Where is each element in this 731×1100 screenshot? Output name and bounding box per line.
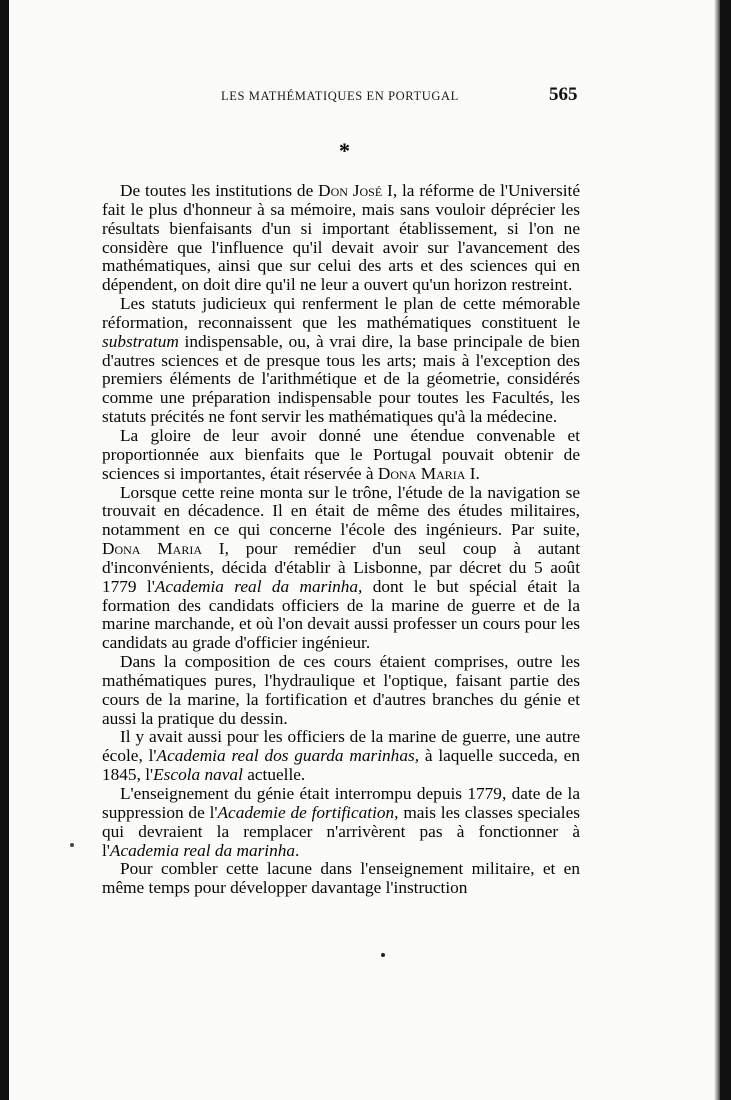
italic-run: substratum xyxy=(102,331,179,351)
page-header xyxy=(9,86,720,110)
text-run: indispensable, ou, à vrai dire, la base principale de bien d'autres sciences et de presque tous les arts; mais à l'exception des premiers éléments de l'arithmétique et de la géometrie, considérés comme une préparation indispensable pour toutes les Facultés, les statuts précités ne font servir les mathématiques qu'à la médecine. xyxy=(102,331,580,427)
section-asterisk: * xyxy=(339,138,350,163)
text-run: actuelle. xyxy=(242,765,306,785)
italic-run: Academia real da marinha xyxy=(109,840,296,860)
text-run: Lorsque cette reine monta sur le trône, l'étude de la navigation se trouvait en décadence. Il en était de même des études militaires, notamment en ce qui concerne l'école des ingénieurs. Par suite, xyxy=(102,482,580,540)
small-caps-run: Don José I xyxy=(318,181,393,200)
footer-dot xyxy=(381,953,385,957)
margin-mark xyxy=(70,843,74,847)
text-run: . xyxy=(295,840,300,860)
italic-run: Academia real da marinha, xyxy=(154,576,363,596)
paragraph xyxy=(102,427,580,484)
small-caps-run: Dona Maria I xyxy=(377,463,476,483)
text-run: L'enseignement du génie était interrompu depuis 1779, date de la suppression de l' xyxy=(102,784,580,822)
text-run: à laquelle succeda, en 1845, l' xyxy=(102,746,580,785)
book-page xyxy=(9,0,720,1100)
text-run: , pour remédier d'un seul coup à autant d'inconvénients, décida d'établir à Lisbonne, par décret du 5 août 1779 l' xyxy=(102,539,580,596)
paragraph xyxy=(102,484,580,654)
paragraph xyxy=(102,785,580,860)
italic-run: Academia real dos guarda marinhas, xyxy=(156,746,420,766)
text-run: , la réforme de l'Université fait le plus d'honneur à sa mémoire, mais sans vouloir déprécier les résultats bienfaisants d'un si important établissement, si l'on ne considère que l'influence qu'il devait avoir sur l'avancement des mathématiques, ainsi que sur celui des arts et des sciences qui en dépendent, on doit dire qu'il ne leur a ouvert qu'un horizon restreint. xyxy=(102,181,580,295)
paragraph xyxy=(102,728,580,785)
text-run: . xyxy=(475,463,480,483)
text-run: Pour combler cette lacune dans l'enseignement militaire, et en même temps pour développer davantage l'instruction xyxy=(102,859,580,898)
paragraph xyxy=(102,653,580,728)
body-text xyxy=(102,182,580,898)
italic-run: Academie de fortification, xyxy=(217,802,399,822)
page-edge-shadow xyxy=(714,0,720,1100)
running-title: LES MATHÉMATIQUES EN PORTUGAL xyxy=(221,89,459,103)
text-run: Les statuts judicieux qui renferment le plan de cette mémorable réformation, reconnaissent que les mathématiques constituent le xyxy=(102,294,580,332)
text-run: Dans la composition de ces cours étaient comprises, outre les mathématiques pures, l'hydraulique et l'optique, faisant partie des cours de la marine, la fortification et d'autres branches du génie et aussi la pratique du dessin. xyxy=(102,652,580,728)
text-run: La gloire de leur avoir donné une étendue convenable et proportionnée aux bienfaits que le Portugal pouvait obtenir de sciences si importantes, était réservée à xyxy=(102,425,580,483)
text-run: De toutes les institutions de xyxy=(120,181,319,200)
text-run: dont le but spécial était la formation des candidats officiers de la marine de guerre et de la marine marchande, et où l'on devait aussi professer un cours pour les candidats au grade d'officier ingénieur. xyxy=(102,576,580,653)
paragraph xyxy=(102,860,580,898)
text-run: Il y avait aussi pour les officiers de la marine de guerre, une autre école, l' xyxy=(102,727,580,766)
paragraph xyxy=(102,182,580,295)
small-caps-run: Dona Maria I xyxy=(102,539,225,559)
text-run: mais les classes speciales qui devraient la remplacer n'arrivèrent pas à fonctionner à l' xyxy=(102,802,580,860)
italic-run: Escola naval xyxy=(153,765,243,785)
page-number: 565 xyxy=(549,84,578,105)
paragraph xyxy=(102,295,580,427)
